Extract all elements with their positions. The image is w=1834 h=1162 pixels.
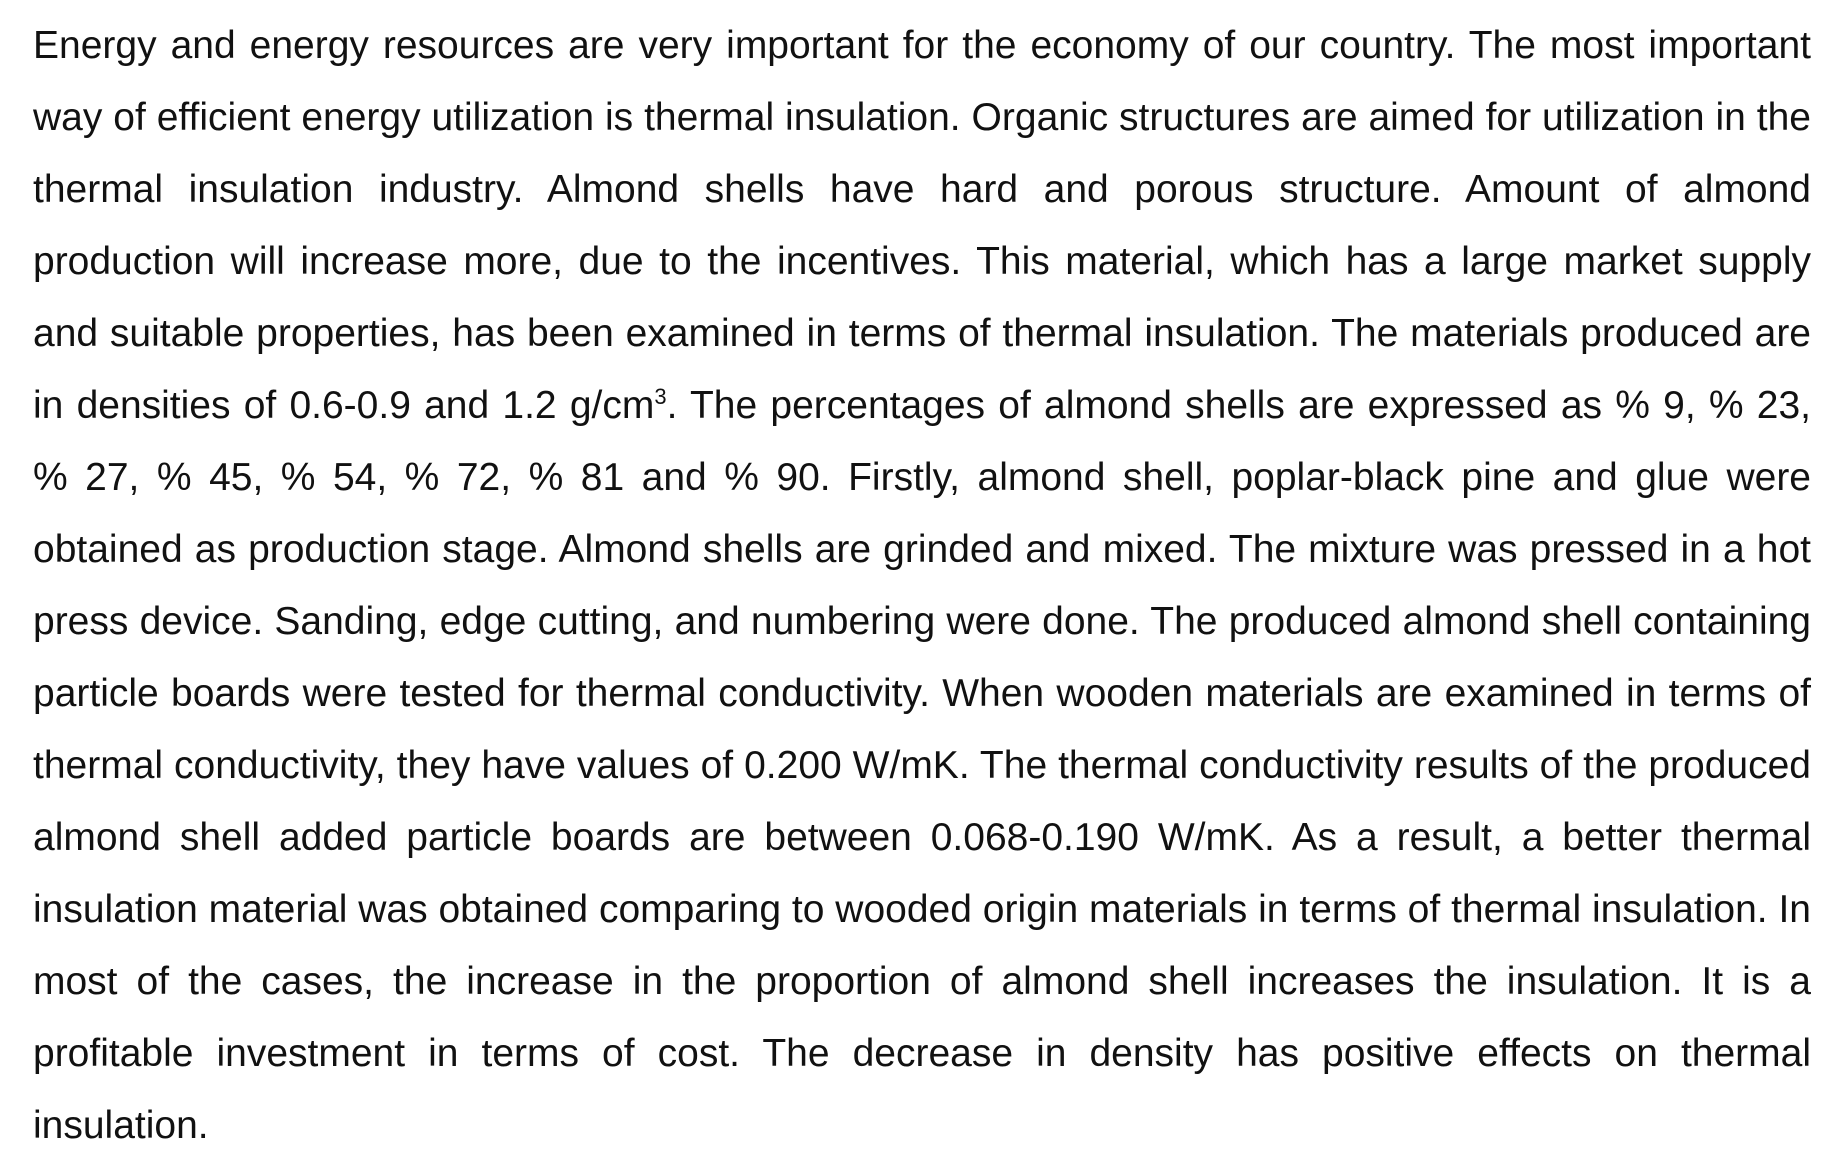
density-unit-superscript: 3: [654, 384, 667, 409]
abstract-text-part-2: . The percentages of almond shells are expressed as % 9, % 23, % 27, % 45, % 54, % 72, % 81 and % 90. Firstly, almond shell, poplar-black pine and glue were obtained as production stage. Almond shells are grinded and mixed. The mixture was pressed in a hot press device. Sanding, edge cutting, and numbering were done. The produced almond shell containing particle boards were tested for thermal conductivity. When wooden materials are examined in terms of thermal conductivity, they have values of 0.200 W/mK. The thermal conductivity results of the produced almond shell added particle boards are between 0.068-0.190 W/mK. As a result, a better thermal insulation material was obtained comparing to wooded origin materials in terms of thermal insulation. In most of the cases, the increase in the proportion of almond shell increases the insulation. It is a profitable investment in terms of cost. The decrease in density has positive effects on thermal insulation.: [33, 384, 1811, 1147]
abstract-text-part-1: Energy and energy resources are very important for the economy of our country. The most important way of efficient energy utilization is thermal insulation. Organic structures are aimed for utilization in the thermal insulation industry. Almond shells have hard and porous structure. Amount of almond production will increase more, due to the incentives. This material, which has a large market supply and suitable properties, has been examined in terms of thermal insulation. The materials produced are in densities of 0.6-0.9 and 1.2 g/cm: [33, 24, 1811, 427]
document-page: [33, 10, 1811, 1162]
abstract-paragraph: [33, 10, 1811, 1162]
